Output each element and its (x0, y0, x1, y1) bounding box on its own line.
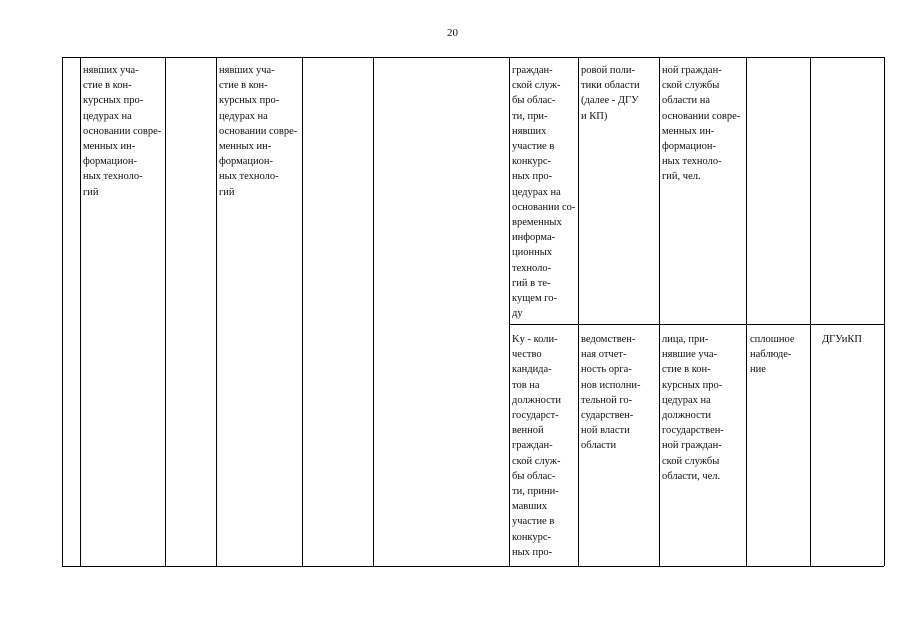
table-bottom-border (62, 566, 884, 567)
col-line-8 (659, 57, 660, 566)
table-cell-col6-row2: Kу - коли- чество кандида- тов на должности государст- венной граждан- ской служ- бы облас- ти, прини- мавших участие в конкурс- ных про- (512, 334, 561, 558)
col-line-11 (884, 57, 885, 566)
col-line-4 (302, 57, 303, 566)
col-line-9 (746, 57, 747, 566)
col-line-1 (80, 57, 81, 566)
table-cell-col8-row2: лица, при- нявшие уча- стие в кон- курсных про- цедурах на должности государствен- ной граждан- ской службы области, чел. (662, 334, 724, 482)
table-cell-col8-row1: ной граждан- ской службы области на основании совре- менных ин- формацион- ных техноло- гий, чел. (662, 65, 741, 183)
col-line-5 (373, 57, 374, 566)
col-line-2 (165, 57, 166, 566)
col-line-10 (810, 57, 811, 566)
col-line-0 (62, 57, 63, 566)
table-cell-col10-row2: ДГУиКП (822, 334, 862, 345)
table-cell-col7-row2: ведомствен- ная отчет- ность орга- нов исполни- тельной го- сударствен- ной власти области (581, 334, 641, 452)
col-line-7 (578, 57, 579, 566)
table-top-border (62, 57, 884, 58)
table-cell-col7-row1: ровой поли- тики области (далее - ДГУ и КП) (581, 65, 640, 122)
col-line-3 (216, 57, 217, 566)
table-cell-col1-row1: нявших уча- стие в кон- курсных про- цедурах на основании совре- менных ин- формацион- ных техноло- гий (83, 65, 162, 198)
table-cell-col3-row1: нявших уча- стие в кон- курсных про- цедурах на основании совре- менных ин- формацион- ных техноло- гий (219, 65, 298, 198)
table-cell-col9-row2: сплошное наблюде- ние (750, 334, 795, 376)
row-separator (509, 324, 884, 325)
page-number: 20 (447, 27, 458, 39)
table-cell-col6-row1: граждан- ской служ- бы облас- ти, при- нявших участие в конкурс- ных про- цедурах на основании со- временных информа- ционных техноло- гий в те- кущем го- ду (512, 65, 576, 320)
col-line-6 (509, 57, 510, 566)
